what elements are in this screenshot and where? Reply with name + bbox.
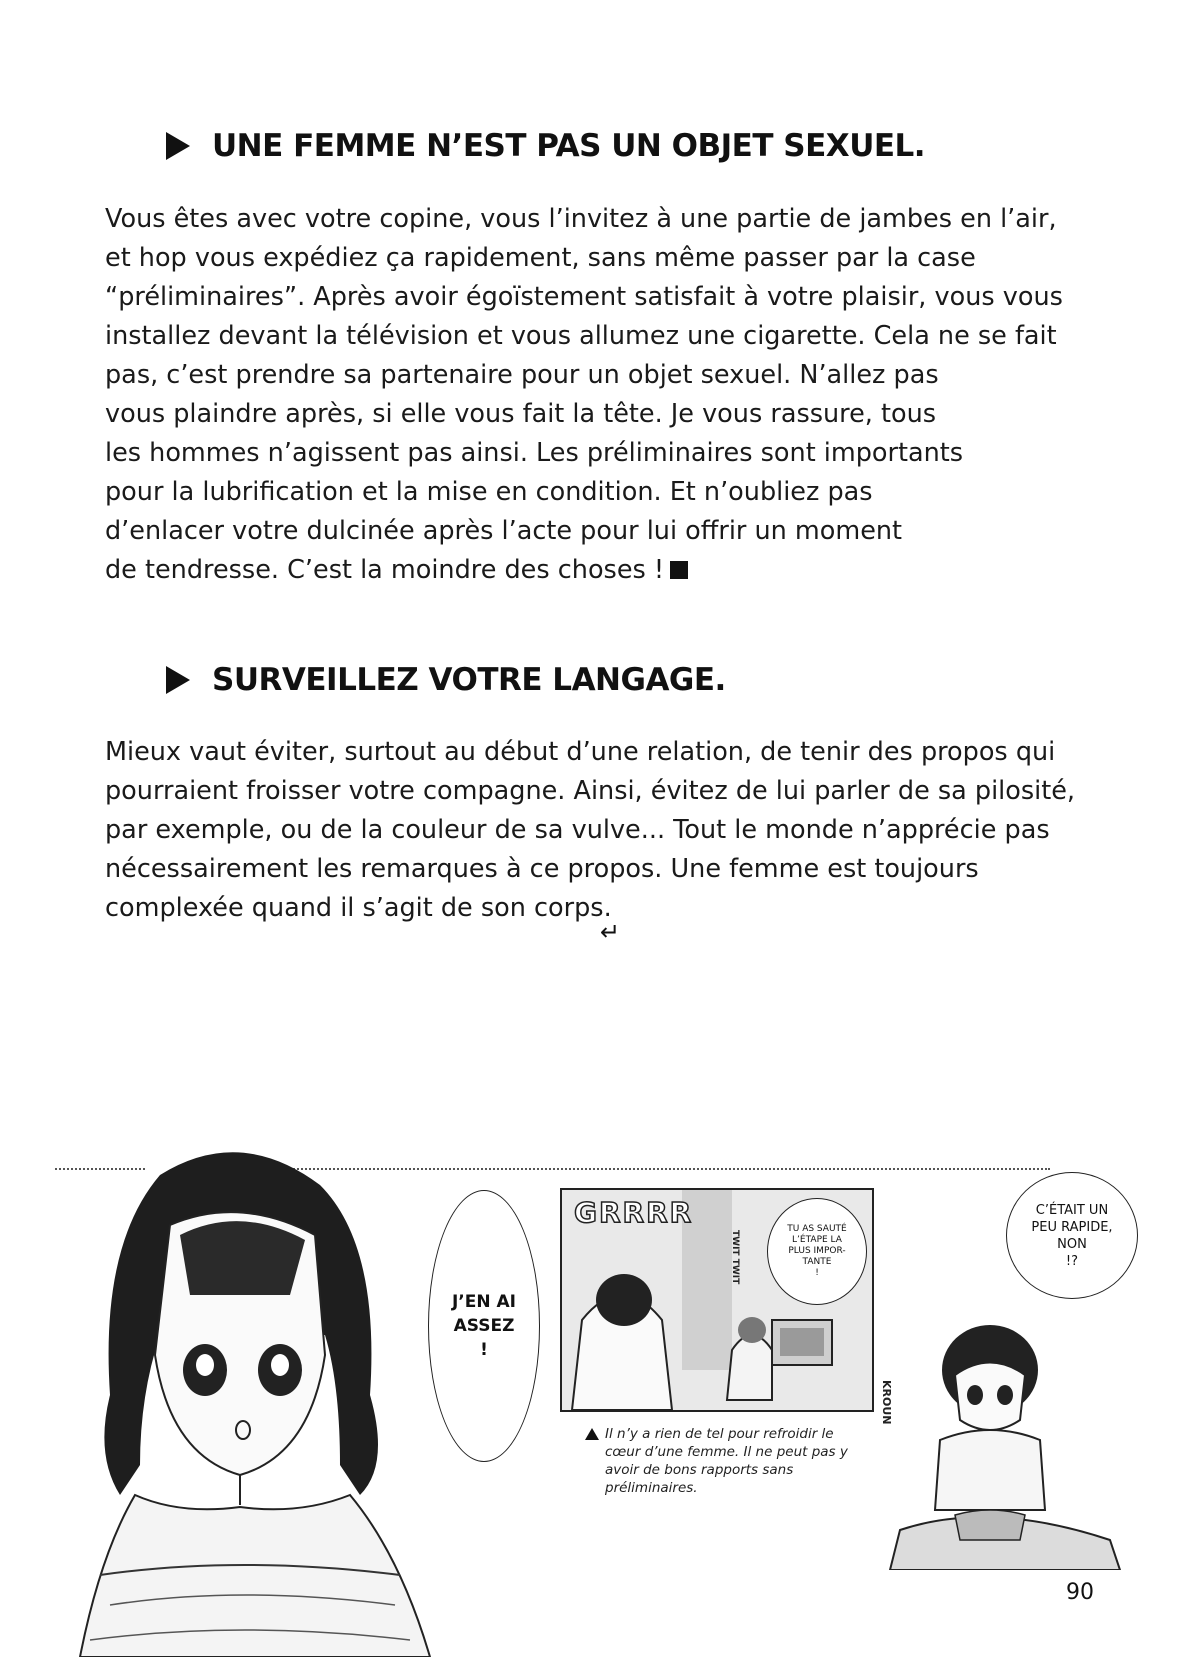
bubble-text-line: ! (815, 1268, 819, 1278)
text-line: d’enlacer votre dulcinée après l’acte pour lui offrir un moment (105, 516, 903, 546)
sfx-grr: GRRRR (574, 1196, 694, 1229)
text-line: “préliminaires”. Après avoir égoïstement satisfait à votre plaisir, vous vous (105, 282, 1063, 312)
section-2-heading (166, 662, 726, 698)
bubble-text-line: TU AS SAUTÉ (787, 1224, 847, 1234)
bubble-text-line: L’ÉTAPE LA (792, 1235, 842, 1245)
text-line: de tendresse. C’est la moindre des choses ! (105, 555, 665, 585)
manga-girl-sitting-illustration (870, 1290, 1140, 1570)
bubble-text-line: J’EN AI (451, 1292, 517, 1312)
sfx-kroun: KROUN (880, 1380, 893, 1425)
section-1-paragraph (105, 200, 1063, 590)
text-line: et hop vous expédiez ça rapidement, sans même passer par la case (105, 243, 976, 273)
page-number: 90 (1066, 1580, 1094, 1605)
speech-bubble-left (428, 1190, 540, 1462)
text-line: pas, c’est prendre sa partenaire pour un objet sexuel. N’allez pas (105, 360, 939, 390)
text-line: les hommes n’agissent pas ainsi. Les préliminaires sont importants (105, 438, 964, 468)
text-line: Vous êtes avec votre copine, vous l’invitez à une partie de jambes en l’air, (105, 204, 1057, 234)
end-square-icon (670, 561, 688, 579)
text-line: Mieux vaut éviter, surtout au début d’une relation, de tenir des propos qui (105, 737, 1056, 767)
section-2-heading-text: SURVEILLEZ VOTRE LANGAGE. (212, 662, 726, 698)
caption-text: Il n’y a rien de tel pour refroidir le cœur d’une femme. Il ne peut pas y avoir de bons rapports sans préliminaires. (605, 1426, 848, 1496)
bubble-text-line: ! (480, 1340, 488, 1360)
section-2-paragraph (105, 733, 1075, 928)
manga-girl-illustration (40, 1135, 440, 1657)
text-line: vous plaindre après, si elle vous fait la tête. Je vous rassure, tous (105, 399, 937, 429)
speech-bubble-right (1006, 1172, 1138, 1299)
sfx-twit: TWIT TWIT (730, 1230, 740, 1285)
section-1-heading-text: UNE FEMME N’EST PAS UN OBJET SEXUEL. (212, 128, 926, 164)
speech-bubble-panel (767, 1198, 867, 1305)
caption-triangle-icon (585, 1428, 599, 1440)
text-line: installez devant la télévision et vous allumez une cigarette. Cela ne se fait (105, 321, 1057, 351)
text-line: nécessairement les remarques à ce propos. Une femme est toujours (105, 854, 979, 884)
bubble-text-line: ASSEZ (453, 1316, 515, 1336)
bubble-text-line: PLUS IMPOR- (788, 1246, 846, 1256)
illustration-caption (585, 1425, 865, 1497)
continue-arrow-icon: ↵ (600, 918, 621, 946)
bubble-text-line: TANTE (802, 1257, 832, 1267)
manga-panel-center (560, 1188, 874, 1412)
bubble-text-line: C’ÉTAIT UN (1035, 1202, 1109, 1218)
triangle-bullet-icon (166, 132, 190, 160)
bubble-text-line: !? (1065, 1253, 1079, 1269)
text-line: par exemple, ou de la couleur de sa vulve... Tout le monde n’apprécie pas (105, 815, 1050, 845)
bubble-text-line: PEU RAPIDE, (1031, 1219, 1113, 1235)
bubble-text-line: NON (1057, 1236, 1087, 1252)
section-1-heading (166, 128, 925, 164)
triangle-bullet-icon (166, 666, 190, 694)
text-line: pour la lubrification et la mise en condition. Et n’oubliez pas (105, 477, 873, 507)
text-line: complexée quand il s’agit de son corps. (105, 893, 612, 923)
text-line: pourraient froisser votre compagne. Ainsi, évitez de lui parler de sa pilosité, (105, 776, 1076, 806)
